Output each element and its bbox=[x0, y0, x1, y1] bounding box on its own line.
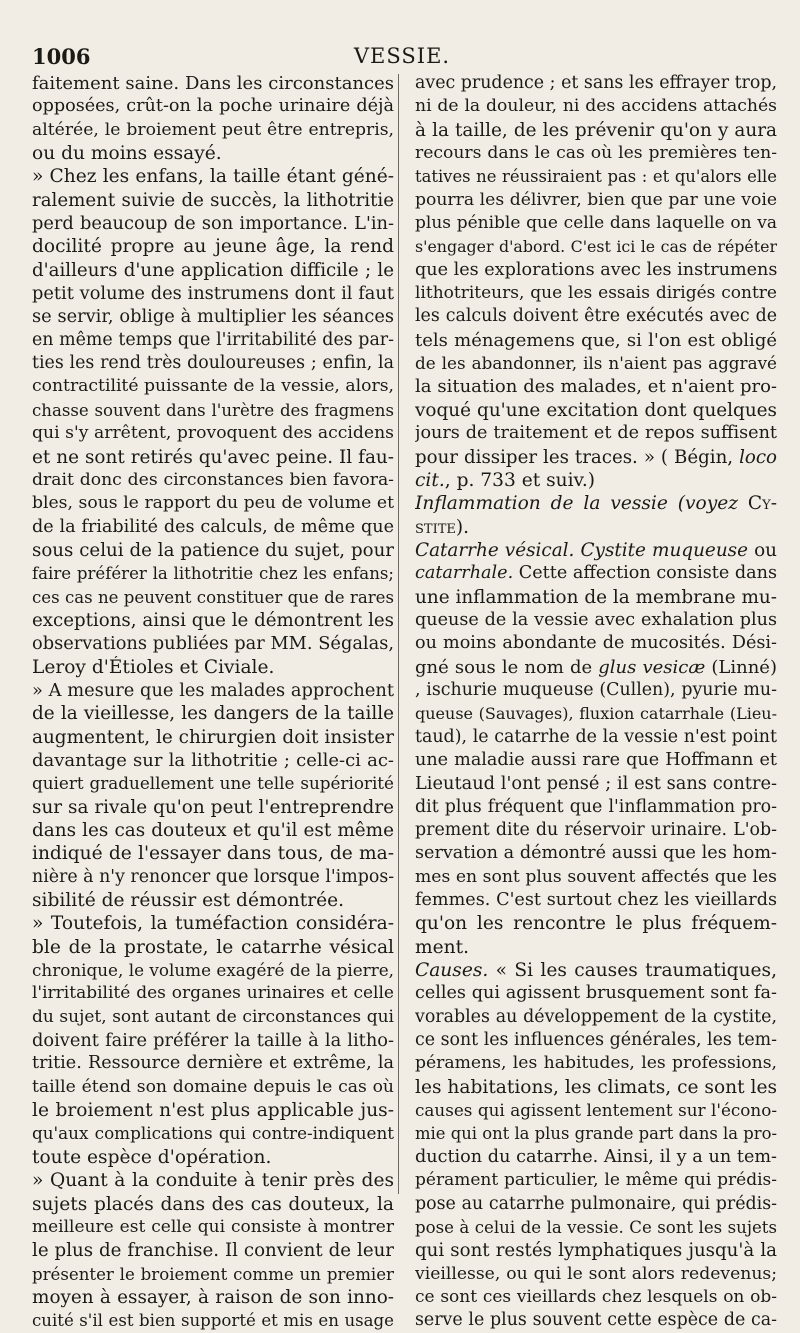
text-line: s'engager d'abord. C'est ici le cas de répéter bbox=[415, 237, 777, 257]
text-line: d'ailleurs d'une application difficile ; le bbox=[32, 259, 394, 281]
text-line: moyen à essayer, à raison de son inno- bbox=[32, 1286, 394, 1308]
text-line: les habitations, les climats, ce sont les bbox=[415, 1076, 777, 1098]
text-line: qui sont restés lymphatiques jusqu'à la bbox=[415, 1240, 777, 1262]
text-line: sibilité de réussir est démontrée. bbox=[32, 890, 345, 912]
text-line: du sujet, sont autant de circonstances qui bbox=[32, 1006, 394, 1027]
text-line: queuse de la vessie avec exhalation plus bbox=[415, 609, 777, 630]
text-line: dit plus fréquent que l'inflammation pro- bbox=[415, 796, 777, 817]
text-line bbox=[415, 539, 777, 562]
text-line: mes en sont plus souvent affectés que les bbox=[415, 866, 777, 887]
text-line: faitement saine. Dans les circonstances bbox=[32, 73, 394, 94]
article-heading: catarrhale. bbox=[415, 563, 514, 584]
text-line: ou moins abondante de mucosités. Dési- bbox=[415, 633, 777, 654]
text-line: à la taille, de les prévenir qu'on y aura bbox=[415, 119, 777, 141]
text-line: duction du catarrhe. Ainsi, il y a un tem- bbox=[415, 1146, 777, 1167]
text-run: « Si les causes traumatiques, bbox=[488, 960, 777, 982]
text-line: qui s'y arrêtent, provoquent des accidens bbox=[32, 423, 394, 444]
text-line: qu'on les rencontre le plus fréquem- bbox=[415, 913, 777, 935]
text-line: de les abandonner, ils n'aient pas aggravé bbox=[415, 353, 777, 374]
text-run: pour dissiper les traces. » ( Bégin, bbox=[415, 446, 740, 468]
text-line: présenter le broiement comme un premier bbox=[32, 1264, 394, 1284]
citation-italic: loco bbox=[739, 446, 777, 468]
text-line bbox=[415, 492, 777, 515]
text-line bbox=[415, 959, 777, 982]
text-line: altérée, le broiement peut être entrepris, bbox=[32, 119, 394, 140]
text-line: avec prudence ; et sans les effrayer trop, bbox=[415, 73, 777, 93]
text-line: pose au catarrhe pulmonaire, qui prédis- bbox=[415, 1193, 777, 1214]
right-column bbox=[415, 72, 777, 1333]
text-line: se servir, oblige à multiplier les séances bbox=[32, 306, 394, 328]
text-line: voqué qu'une excitation dont quelques bbox=[415, 399, 777, 421]
text-line: tritie. Ressource dernière et extrême, la bbox=[32, 1053, 394, 1074]
text-line: ce sont les influences générales, les tem- bbox=[415, 1030, 777, 1051]
text-line: péramens, les habitudes, les professions, bbox=[415, 1053, 777, 1074]
text-line: vorables au développement de la cystite, bbox=[415, 1006, 777, 1027]
text-line: de la vieillesse, les dangers de la taille bbox=[32, 703, 394, 725]
text-line: augmentent, le chirurgien doit insister bbox=[32, 726, 394, 748]
text-line: recours dans le cas où les premières ten- bbox=[415, 143, 777, 164]
text-line: dans les cas douteux et qu'il est même bbox=[32, 820, 394, 841]
text-line: ou du moins essayé. bbox=[32, 143, 222, 165]
running-title: VESSIE. bbox=[353, 44, 451, 68]
text-line: indiqué de l'essayer dans tous, de ma- bbox=[32, 843, 394, 865]
text-line: tels ménagemens que, si l'on est obligé bbox=[415, 329, 777, 351]
citation-italic: cit. bbox=[415, 469, 445, 491]
text-run: ou bbox=[747, 539, 777, 561]
text-line: nière à n'y renoncer que lorsque l'impos- bbox=[32, 866, 394, 887]
text-run: Cette affection consiste dans bbox=[513, 563, 777, 584]
text-line: pose à celui de la vessie. Ce sont les sujets bbox=[415, 1217, 777, 1237]
text-line: » Chez les enfans, la taille étant géné- bbox=[32, 166, 394, 188]
text-line: les calculs doivent être exécutés avec de bbox=[415, 306, 777, 327]
text-line: , ischurie muqueuse (Cullen), pyurie mu- bbox=[415, 679, 777, 700]
text-line: ment. bbox=[415, 936, 469, 958]
text-line bbox=[415, 656, 777, 679]
text-line: tatives ne réussiraient pas : et qu'alors elle bbox=[415, 167, 777, 187]
text-run: gné sous le nom de bbox=[415, 656, 599, 678]
text-run: , p. 733 et suiv.) bbox=[444, 469, 596, 491]
text-line: pourra les délivrer, bien que par une voie bbox=[415, 189, 777, 210]
text-line: une inflammation de la membrane mu- bbox=[415, 586, 777, 608]
text-line: qu'aux complications qui contre-indiquent bbox=[32, 1123, 394, 1144]
text-line: » A mesure que les malades approchent bbox=[32, 679, 394, 701]
text-line: meilleure est celle qui consiste à montrer bbox=[32, 1216, 394, 1237]
text-line: plus pénible que celle dans laquelle on va bbox=[415, 213, 777, 234]
text-line: taille étend son domaine depuis le cas où bbox=[32, 1076, 394, 1097]
latin-term: glus vesicæ bbox=[598, 656, 706, 678]
text-line: » Toutefois, la tuméfaction considéra- bbox=[32, 913, 394, 935]
text-line: perd beaucoup de son importance. L'in- bbox=[32, 213, 394, 235]
text-line: queuse (Sauvages), fluxion catarrhale (Lieu- bbox=[415, 704, 777, 724]
text-line: contractilité puissante de la vessie, alors, bbox=[32, 376, 394, 397]
text-line: chronique, le volume exagéré de la pierre, bbox=[32, 960, 394, 981]
text-line: ces cas ne peuvent constituer que de rares bbox=[32, 587, 394, 607]
text-run: (Linné) bbox=[705, 656, 777, 678]
cross-reference: Cy- bbox=[747, 493, 777, 515]
text-line: la situation des malades, et n'aient pro- bbox=[415, 376, 777, 398]
text-line: femmes. C'est surtout chez les vieillards bbox=[415, 890, 777, 911]
page-number: 1006 bbox=[32, 44, 91, 69]
text-line: ble de la prostate, le catarrhe vésical bbox=[32, 936, 394, 958]
text-line: sur sa rivale qu'on peut l'entreprendre bbox=[32, 796, 394, 818]
text-line: celles qui agissent brusquement sont fa- bbox=[415, 983, 777, 1004]
text-line: chasse souvent dans l'urètre des fragmens bbox=[32, 400, 394, 420]
text-line: davantage sur la lithotritie ; celle-ci ac- bbox=[32, 749, 394, 771]
text-line: l'irritabilité des organes urinaires et celle bbox=[32, 983, 394, 1004]
text-line: drait donc des circonstances bien favora- bbox=[32, 469, 394, 490]
text-line: en même temps que l'irritabilité des par- bbox=[32, 329, 394, 350]
text-line bbox=[415, 446, 777, 469]
text-line: lithotriteurs, que les essais dirigés contre bbox=[415, 283, 777, 304]
text-line: jours de traitement et de repos suffisent bbox=[415, 423, 777, 444]
text-line: toute espèce d'opération. bbox=[32, 1146, 272, 1168]
cross-reference: stite bbox=[415, 516, 456, 538]
left-column bbox=[32, 72, 394, 1333]
text-line: ni de la douleur, ni des accidens attachés bbox=[415, 96, 777, 117]
text-line: faire préférer la lithotritie chez les enfans; bbox=[32, 564, 394, 584]
text-line: observations publiées par MM. Ségalas, bbox=[32, 633, 394, 655]
text-line: cuité s'il est bien supporté et mis en usage bbox=[32, 1311, 394, 1331]
text-line: le plus de franchise. Il convient de leur bbox=[32, 1240, 394, 1262]
text-line: opposées, crût-on la poche urinaire déjà bbox=[32, 96, 394, 117]
text-line: serve le plus souvent cette espèce de ca- bbox=[415, 1310, 777, 1331]
text-line: mie qui ont la plus grande part dans la pro- bbox=[415, 1124, 777, 1144]
text-line: sous celui de la patience du sujet, pour bbox=[32, 539, 394, 561]
text-line: servation a démontré aussi que les hom- bbox=[415, 843, 777, 864]
text-line: Lieutaud l'ont pensé ; il est sans contre- bbox=[415, 773, 777, 795]
text-line: doivent faire préférer la taille à la litho- bbox=[32, 1030, 394, 1052]
text-run: ). bbox=[455, 516, 470, 538]
text-line: petit volume des instrumens dont il faut bbox=[32, 283, 394, 305]
text-line bbox=[415, 516, 777, 539]
text-line: prement dite du réservoir urinaire. L'ob- bbox=[415, 820, 777, 840]
article-heading: Catarrhe vésical. Cystite muqueuse bbox=[415, 539, 748, 561]
text-line: docilité propre au jeune âge, la rend bbox=[32, 236, 394, 258]
text-line: Leroy d'Étioles et Civiale. bbox=[32, 656, 275, 678]
text-line bbox=[415, 469, 777, 492]
text-line: vieillesse, ou qui le sont alors redevenus; bbox=[415, 1263, 777, 1284]
text-line: pérament particulier, le même qui prédis- bbox=[415, 1170, 777, 1191]
text-line: » Quant à la conduite à tenir près des bbox=[32, 1170, 394, 1192]
text-line: causes qui agissent lentement sur l'écono- bbox=[415, 1100, 777, 1121]
text-line: bles, sous le rapport du peu de volume et bbox=[32, 493, 394, 514]
text-line: le broiement n'est plus applicable jus- bbox=[32, 1100, 394, 1122]
section-heading: Causes. bbox=[415, 960, 489, 982]
text-line: ties les rend très douloureuses ; enfin, la bbox=[32, 353, 394, 374]
text-line: exceptions, ainsi que le démontrent les bbox=[32, 609, 394, 631]
text-line: sujets placés dans des cas douteux, la bbox=[32, 1193, 394, 1215]
text-line: que les explorations avec les instrumens bbox=[415, 259, 777, 280]
text-line: et ne sont retirés qu'avec peine. Il fau- bbox=[32, 446, 394, 468]
text-line: une maladie aussi rare que Hoffmann et bbox=[415, 749, 777, 770]
text-line: ralement suivie de succès, la lithotritie bbox=[32, 189, 394, 211]
running-header bbox=[32, 44, 772, 70]
text-line: taud), le catarrhe de la vessie n'est point bbox=[415, 726, 777, 747]
column-rule bbox=[398, 74, 399, 1194]
text-line bbox=[415, 562, 777, 585]
text-line: ce sont ces vieillards chez lesquels on ob- bbox=[415, 1286, 777, 1307]
article-heading: Inflammation de la vessie (voyez bbox=[415, 493, 748, 515]
text-line: de la friabilité des calculs, de même que bbox=[32, 516, 394, 537]
text-line: quiert graduellement une telle supériorité bbox=[32, 773, 394, 794]
